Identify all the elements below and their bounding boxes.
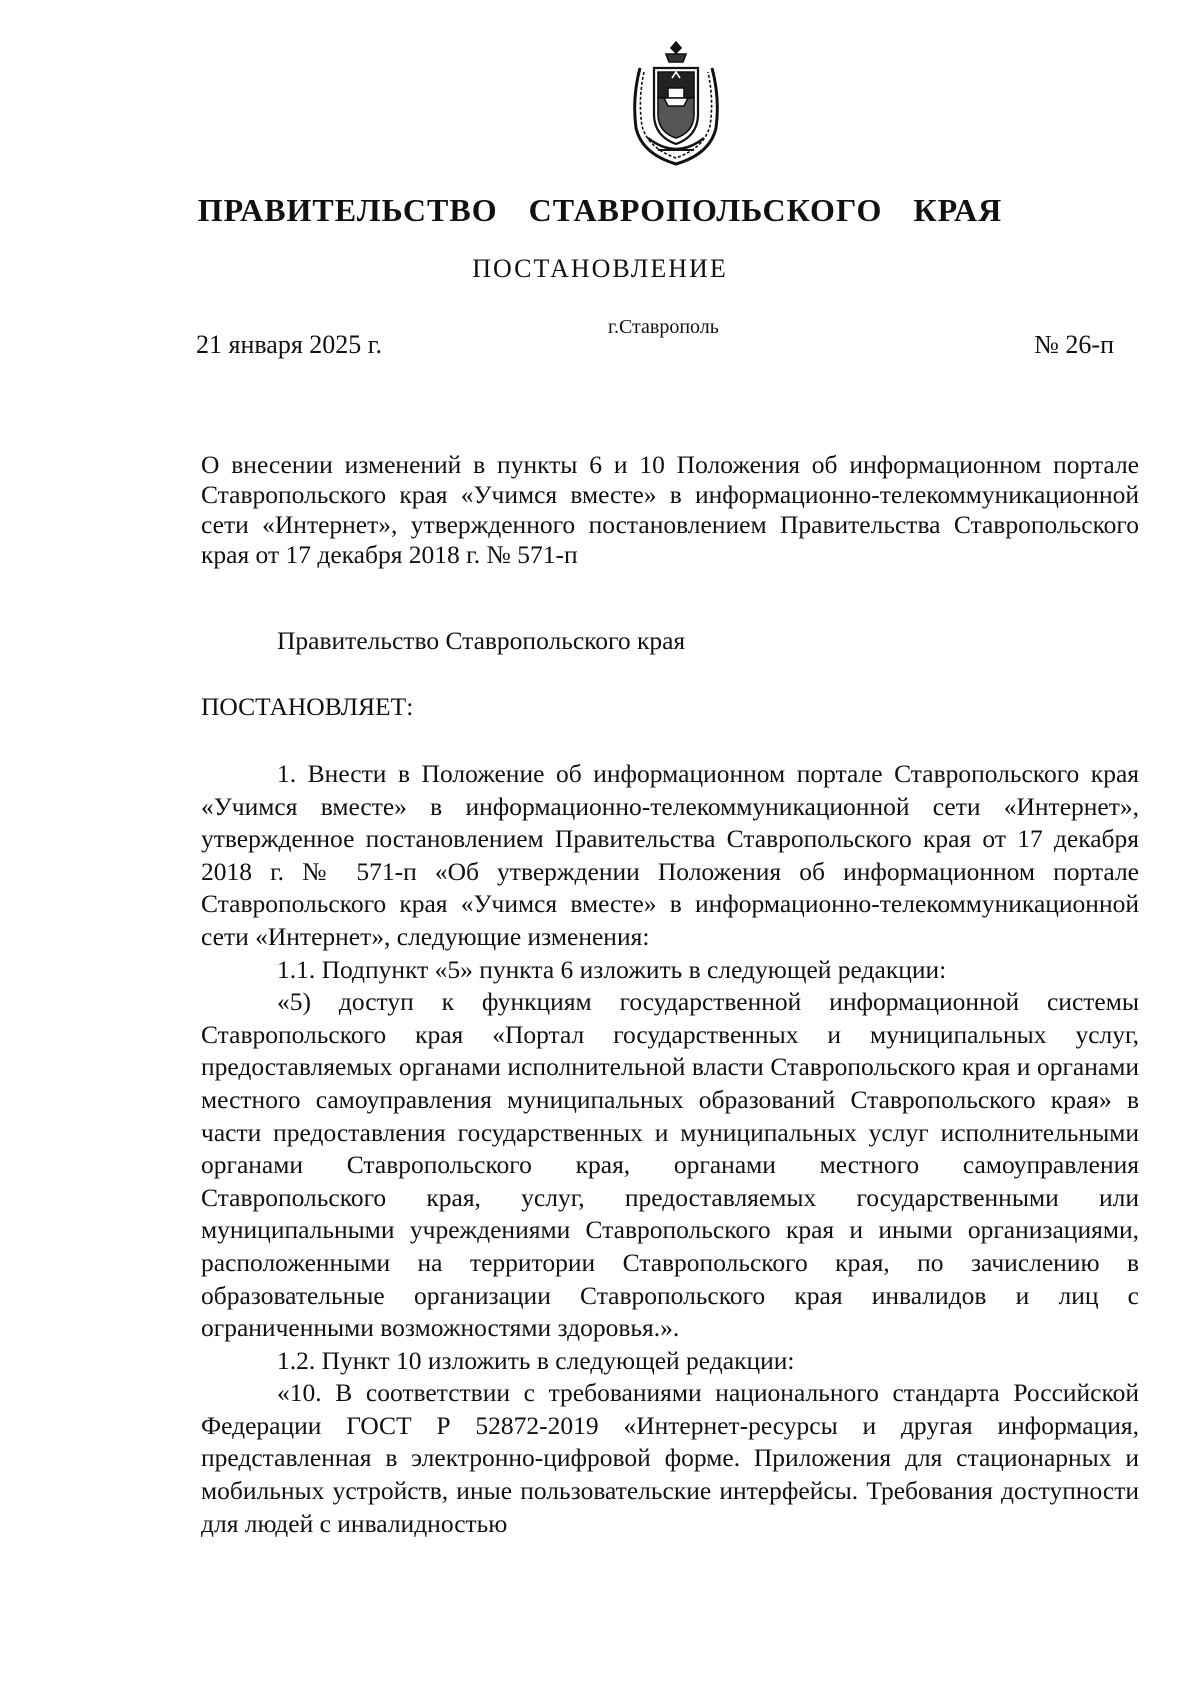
document-number: № 26-п (1034, 330, 1114, 359)
document-type: ПОСТАНОВЛЕНИЕ (472, 254, 728, 283)
preamble-government: Правительство Ставропольского края (277, 626, 686, 655)
document-date: 21 января 2025 г. (196, 330, 383, 359)
document-body (201, 758, 1139, 1540)
preamble-resolves: ПОСТАНОВЛЯЕТ: (201, 692, 414, 721)
paragraph-1-1: 1.1. Подпункт «5» пункта 6 изложить в следующей редакции: (277, 954, 947, 984)
coat-of-arms-icon (628, 38, 724, 170)
government-title: ПРАВИТЕЛЬСТВО СТАВРОПОЛЬСКОГО КРАЯ (197, 192, 1003, 228)
paragraph-1-1-text: «5) доступ к функциям государственной информационной системы Ставропольского края «Портал государственных и муниципальных услуг, предоставляемых органами исполнительной власти Ставропольского края и органами местного самоуправления муниципальных образований Ставропольского края» в части предоставления государственных и муниципальных услуг исполнительными органами Ставропольского края, органами местного самоуправления Ставропольского края, услуг, предоставляемых государственными или муниципальными учреждениями Ставропольского края и иными организациями, расположенными на территории Ставропольского края, по зачислению в образовательные организации Ставропольского края инвалидов и лиц с ограниченными возможностями здоровья.». (201, 987, 1139, 1343)
paragraph-1: 1. Внести в Положение об информационном портале Ставропольского края «Учимся вместе» в информационно-телекоммуникационной сети «Интернет», утвержденное постановлением Правительства Ставропольского края от 17 декабря 2018 г. № 571-п «Об утверждении Положения об информационном портале Ставропольского края «Учимся вместе» в информационно-телекоммуникационной сети «Интернет», следующие изменения: (201, 759, 1139, 951)
document-city: г.Ставрополь (608, 316, 719, 338)
subject-text: О внесении изменений в пункты 6 и 10 Положения об информационном портале Ставропольского края «Учимся вместе» в информационно-телекоммуникационной сети «Интернет», утвержденного постановлением Правительства Ставропольского края от 17 декабря 2018 г. № 571-п (201, 450, 1139, 569)
paragraph-1-2: 1.2. Пункт 10 изложить в следующей редакции: (277, 1345, 795, 1375)
paragraph-1-2-text: «10. В соответствии с требованиями национального стандарта Российской Федерации ГОСТ Р 52872-2019 «Интернет-ресурсы и другая информация, представленная в электронно-цифровой форме. Приложения для стационарных и мобильных устройств, иные пользовательские интерфейсы. Требования доступности для людей с инвалидностью (201, 1378, 1139, 1538)
document-subject (201, 450, 1139, 570)
